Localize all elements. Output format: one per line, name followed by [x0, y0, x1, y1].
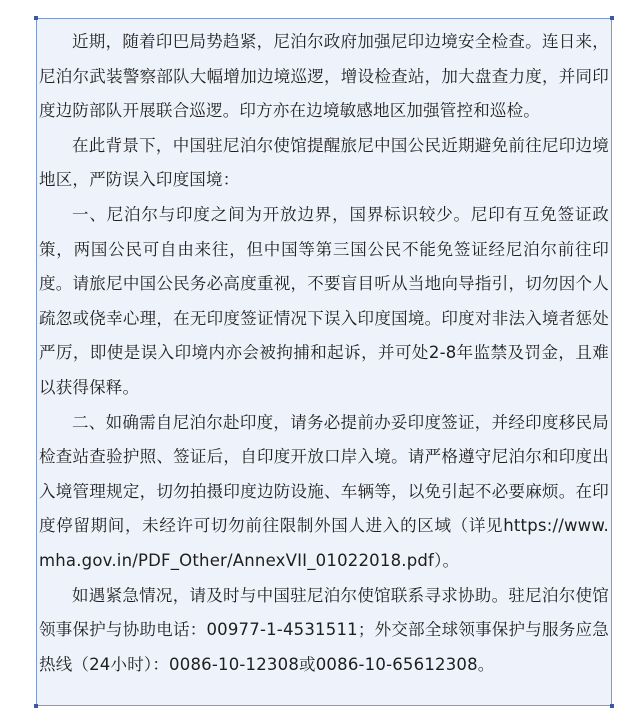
paragraph-point-two: 二、如确需自尼泊尔赴印度，请务必提前办妥印度签证，并经印度移民局检查站查验护照、签证后，自印度开放口岸入境。请严格遵守尼泊尔和印度出入境管理规定，切勿拍摄印度边防设施、车辆等，以免引起不必要麻烦。在印度停留期间，未经许可切勿前往限制外国人进入的区域（详见https://www.mha.gov.in/PDF_Other/AnnexVII_01022018.pdf）。 [39, 412, 609, 570]
resize-handle-top-left[interactable] [34, 16, 38, 20]
resize-handle-top-right[interactable] [610, 16, 614, 20]
resize-handle-bottom-left[interactable] [34, 704, 38, 708]
paragraph-emergency-contact: 如遇紧急情况，请及时与中国驻尼泊尔使馆联系寻求协助。驻尼泊尔使馆领事保护与协助电话：00977-1-4531511；外交部全球领事保护与服务应急热线（24小时）：0086-10-12308或0086-10-65612308。 [39, 585, 609, 674]
paragraph-point-one: 一、尼泊尔与印度之间为开放边界，国界标识较少。尼印有互免签证政策，两国公民可自由来往，但中国等第三国公民不能免签证经尼泊尔前往印度。请旅尼中国公民务必高度重视，不要盲目听从当地向导指引，切勿因个人疏忽或侥幸心理，在无印度签证情况下误入印度国境。印度对非法入境者惩处严厉，即使是误入印境内亦会被拘捕和起诉，并可处2-8年监禁及罚金，且难以获得保释。 [39, 204, 609, 397]
selected-text-box[interactable] [36, 18, 612, 706]
paragraph-background: 在此背景下，中国驻尼泊尔使馆提醒旅尼中国公民近期避免前往尼印边境地区，严防误入印度国境： [39, 135, 609, 190]
paragraph-intro: 近期，随着印巴局势趋紧，尼泊尔政府加强尼印边境安全检查。连日来，尼泊尔武装警察部队大幅增加边境巡逻，增设检查站，加大盘查力度，并同印度边防部队开展联合巡逻。印方亦在边境敏感地区加强管控和巡检。 [39, 32, 609, 121]
resize-handle-bottom-right[interactable] [610, 704, 614, 708]
